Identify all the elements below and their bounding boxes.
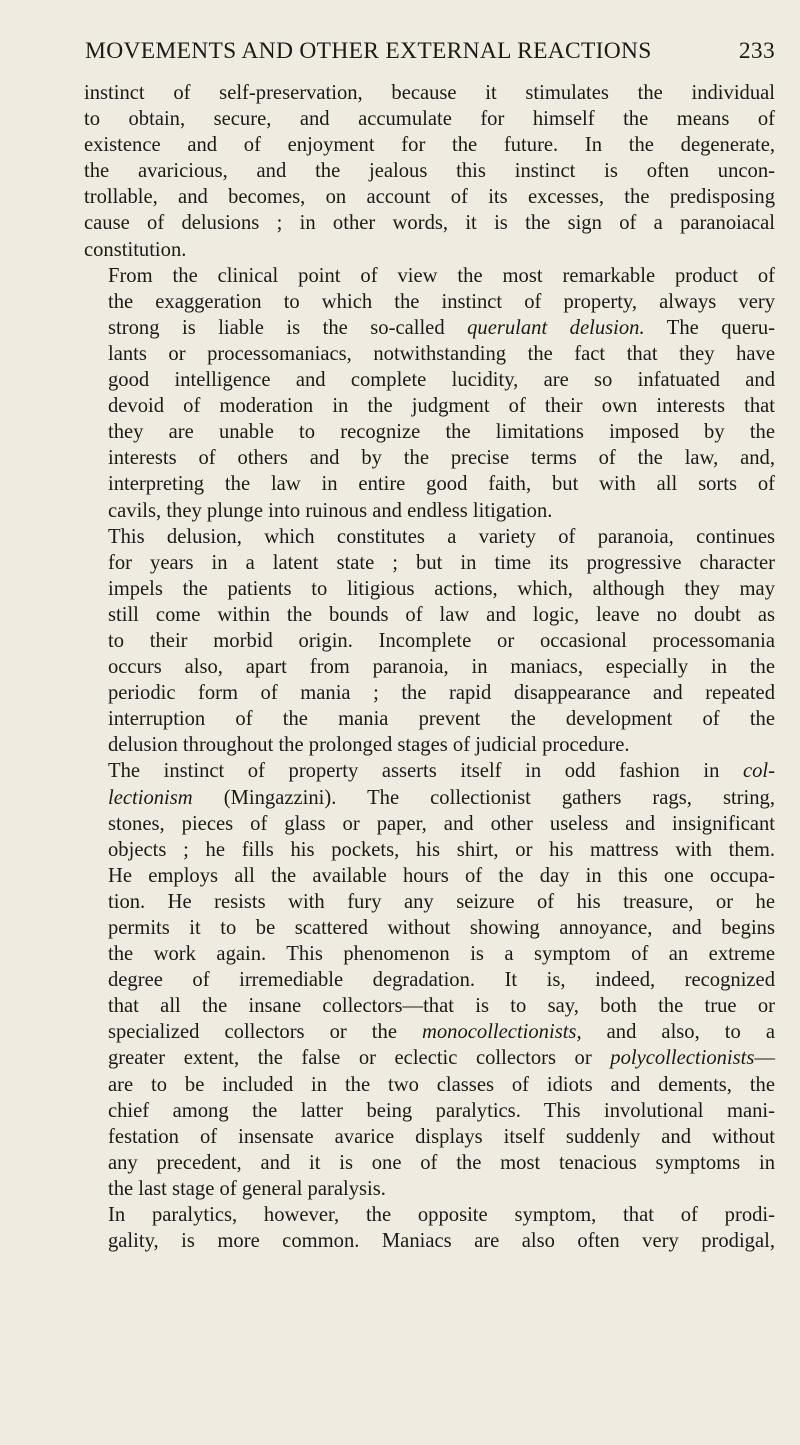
text-line: He employs all the available hours of the day in this one occupa-	[108, 864, 775, 887]
text-line-composite	[84, 1019, 775, 1045]
text-line: In paralytics, however, the opposite symptom, that of prodi-	[108, 1204, 775, 1227]
italic-term: querulant delusion.	[467, 316, 645, 339]
text-line: instinct of self-preservation, because it stimulates the individual	[84, 82, 775, 104]
text-line: trollable, and becomes, on account of its excesses, the predisposing	[84, 186, 775, 209]
text-line: permits it to be scattered without showing annoyance, and begins	[108, 917, 775, 939]
text-line: periodic form of mania ; the rapid disappearance and repeated	[108, 682, 775, 705]
paragraph-1	[84, 80, 775, 263]
text-line: delusion throughout the prolonged stages of judicial procedure.	[108, 734, 630, 757]
text-line: interests of others and by the precise terms of the law, and,	[108, 447, 775, 470]
text-line: festation of insensate avarice displays itself suddenly and without	[108, 1125, 775, 1148]
text-line: This delusion, which constitutes a variety of paranoia, continues	[108, 525, 775, 548]
text-line: still come within the bounds of law and logic, leave no doubt as	[108, 603, 775, 626]
text-line: they are unable to recognize the limitations imposed by the	[108, 421, 775, 444]
paragraph-3	[84, 524, 775, 759]
italic-term: col-	[742, 760, 775, 783]
text-line: impels the patients to litigious actions, which, although they may	[108, 577, 775, 600]
body-text	[84, 80, 775, 1254]
text-run: strong is liable is the so-called	[108, 316, 468, 339]
page-number: 233	[738, 38, 775, 64]
text-run: specialized collectors or the	[108, 1021, 423, 1044]
text-run: —	[754, 1047, 775, 1070]
text-line: interpreting the law in entire good faith, but with all sorts of	[108, 473, 775, 496]
text-line: lants or processomaniacs, notwithstanding the fact that they have	[108, 342, 775, 365]
italic-term: lectionism	[108, 786, 193, 809]
text-line: any precedent, and it is one of the most tenacious symptoms in	[108, 1151, 775, 1174]
text-line: the exaggeration to which the instinct of property, always very	[108, 290, 775, 313]
text-line: constitution.	[84, 238, 187, 261]
text-line: From the clinical point of view the most remarkable product of	[108, 264, 775, 287]
text-line: stones, pieces of glass or paper, and other useless and insignificant	[108, 812, 775, 835]
text-line: are to be included in the two classes of idiots and dements, the	[108, 1073, 775, 1096]
text-line: tion. He resists with fury any seizure of his treasure, or he	[108, 890, 775, 913]
text-line: cause of delusions ; in other words, it is the sign of a paranoiacal	[84, 212, 775, 235]
italic-term: monocollectionists,	[422, 1021, 582, 1044]
italic-term: polycollectionists	[610, 1047, 755, 1070]
text-line: occurs also, apart from paranoia, in maniacs, especially in the	[108, 656, 775, 679]
text-line: interruption of the mania prevent the development of the	[108, 708, 775, 731]
text-run: The queru-	[644, 316, 775, 339]
text-run: and also, to a	[581, 1021, 775, 1044]
text-line: to their morbid origin. Incomplete or occasional processomania	[108, 629, 775, 652]
text-run: (Mingazzini). The collectionist gathers rags, string,	[192, 786, 775, 809]
paragraph-2	[84, 263, 775, 524]
text-line: for years in a latent state ; but in time its progressive character	[108, 551, 775, 574]
text-line: good intelligence and complete lucidity, are so infatuated and	[108, 369, 775, 392]
text-line: degree of irremediable degradation. It is, indeed, recognized	[108, 969, 775, 992]
text-line: that all the insane collectors—that is to say, both the true or	[108, 995, 775, 1018]
text-line: the work again. This phenomenon is a symptom of an extreme	[108, 943, 775, 966]
text-line-composite	[84, 315, 775, 341]
running-head-title: MOVEMENTS AND OTHER EXTERNAL REACTIONS	[85, 38, 652, 64]
text-line: devoid of moderation in the judgment of their own interests that	[108, 395, 775, 418]
text-line: cavils, they plunge into ruinous and endless litigation.	[108, 499, 553, 522]
text-line: objects ; he fills his pockets, his shirt, or his mattress with them.	[108, 838, 775, 861]
running-head	[85, 38, 775, 72]
text-line: chief among the latter being paralytics. This involutional mani-	[108, 1099, 775, 1122]
text-line: to obtain, secure, and accumulate for himself the means of	[84, 108, 775, 131]
text-line: the avaricious, and the jealous this instinct is often uncon-	[84, 160, 775, 183]
text-line-composite	[84, 785, 775, 811]
text-line-composite	[84, 758, 775, 784]
paragraph-5	[84, 1202, 775, 1254]
text-run: greater extent, the false or eclectic collectors or	[108, 1047, 611, 1070]
text-line: existence and of enjoyment for the future. In the degenerate,	[84, 134, 775, 157]
text-line-composite	[84, 1045, 775, 1071]
text-run: The instinct of property asserts itself in odd fashion in	[108, 760, 743, 783]
text-line: the last stage of general paralysis.	[108, 1177, 386, 1200]
text-line: gality, is more common. Maniacs are also often very prodigal,	[108, 1230, 775, 1253]
paragraph-4	[84, 758, 775, 1202]
